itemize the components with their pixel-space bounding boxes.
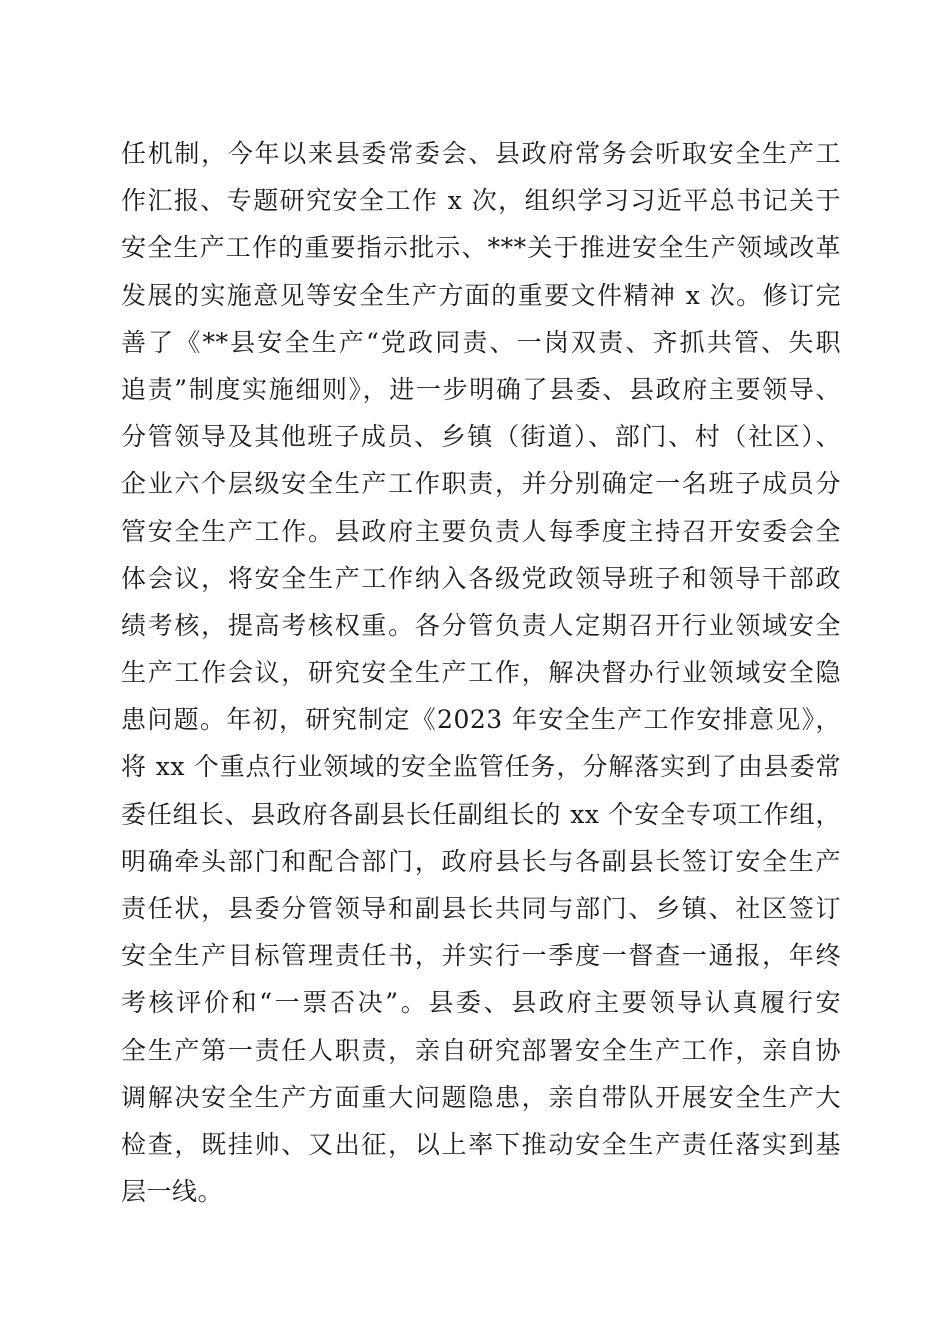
text-line: 企业六个层级安全生产工作职责，并分别确定一名班子成员分 [121,469,841,499]
text-line: 将 xx 个重点行业领域的安全监管任务，分解落实到了由县委常 [121,752,841,782]
text-line: 明确牵头部门和配合部门，政府县长与各副县长签订安全生产 [121,846,841,876]
text-line: 安全生产工作的重要指示批示、***关于推进安全生产领域改革 [121,233,841,263]
text-line: 考核评价和“一票否决”。县委、县政府主要领导认真履行安 [121,988,841,1018]
text-line: 生产工作会议，研究安全生产工作，解决督办行业领域安全隐 [121,658,841,688]
text-line: 检查，既挂帅、又出征，以上率下推动安全生产责任落实到基 [121,1129,841,1159]
text-line: 任机制，今年以来县委常委会、县政府常务会听取安全生产工 [121,139,841,168]
text-line: 作汇报、专题研究安全工作 x 次，组织学习习近平总书记关于 [121,186,841,216]
text-line: 责任状，县委分管领导和副县长共同与部门、乡镇、社区签订 [121,894,841,923]
text-line: 分管领导及其他班子成员、乡镇（街道）、部门、村（社区）、 [121,422,841,452]
text-line: 管安全生产工作。县政府主要负责人每季度主持召开安委会全 [121,516,841,546]
text-line: 委任组长、县政府各副县长任副组长的 xx 个安全专项工作组， [121,799,841,829]
text-line: 患问题。年初，研究制定《2023 年安全生产工作安排意见》， [121,705,841,735]
text-line: 绩考核，提高考核权重。各分管负责人定期召开行业领域安全 [121,610,841,640]
text-line: 善了《**县安全生产“党政同责、一岗双责、齐抓共管、失职 [121,327,841,357]
body-paragraph [121,130,841,1215]
text-line: 发展的实施意见等安全生产方面的重要文件精神 x 次。修订完 [121,280,841,310]
text-line: 调解决安全生产方面重大问题隐患，亲自带队开展安全生产大 [121,1082,841,1112]
text-line: 全生产第一责任人职责，亲自研究部署安全生产工作，亲自协 [121,1035,841,1065]
text-line: 追责”制度实施细则》，进一步明确了县委、县政府主要领导、 [121,374,841,404]
text-line-last: 层一线。 [121,1177,224,1207]
text-line: 体会议，将安全生产工作纳入各级党政领导班子和领导干部政 [121,563,841,593]
text-line: 安全生产目标管理责任书，并实行一季度一督查一通报，年终 [121,941,841,971]
